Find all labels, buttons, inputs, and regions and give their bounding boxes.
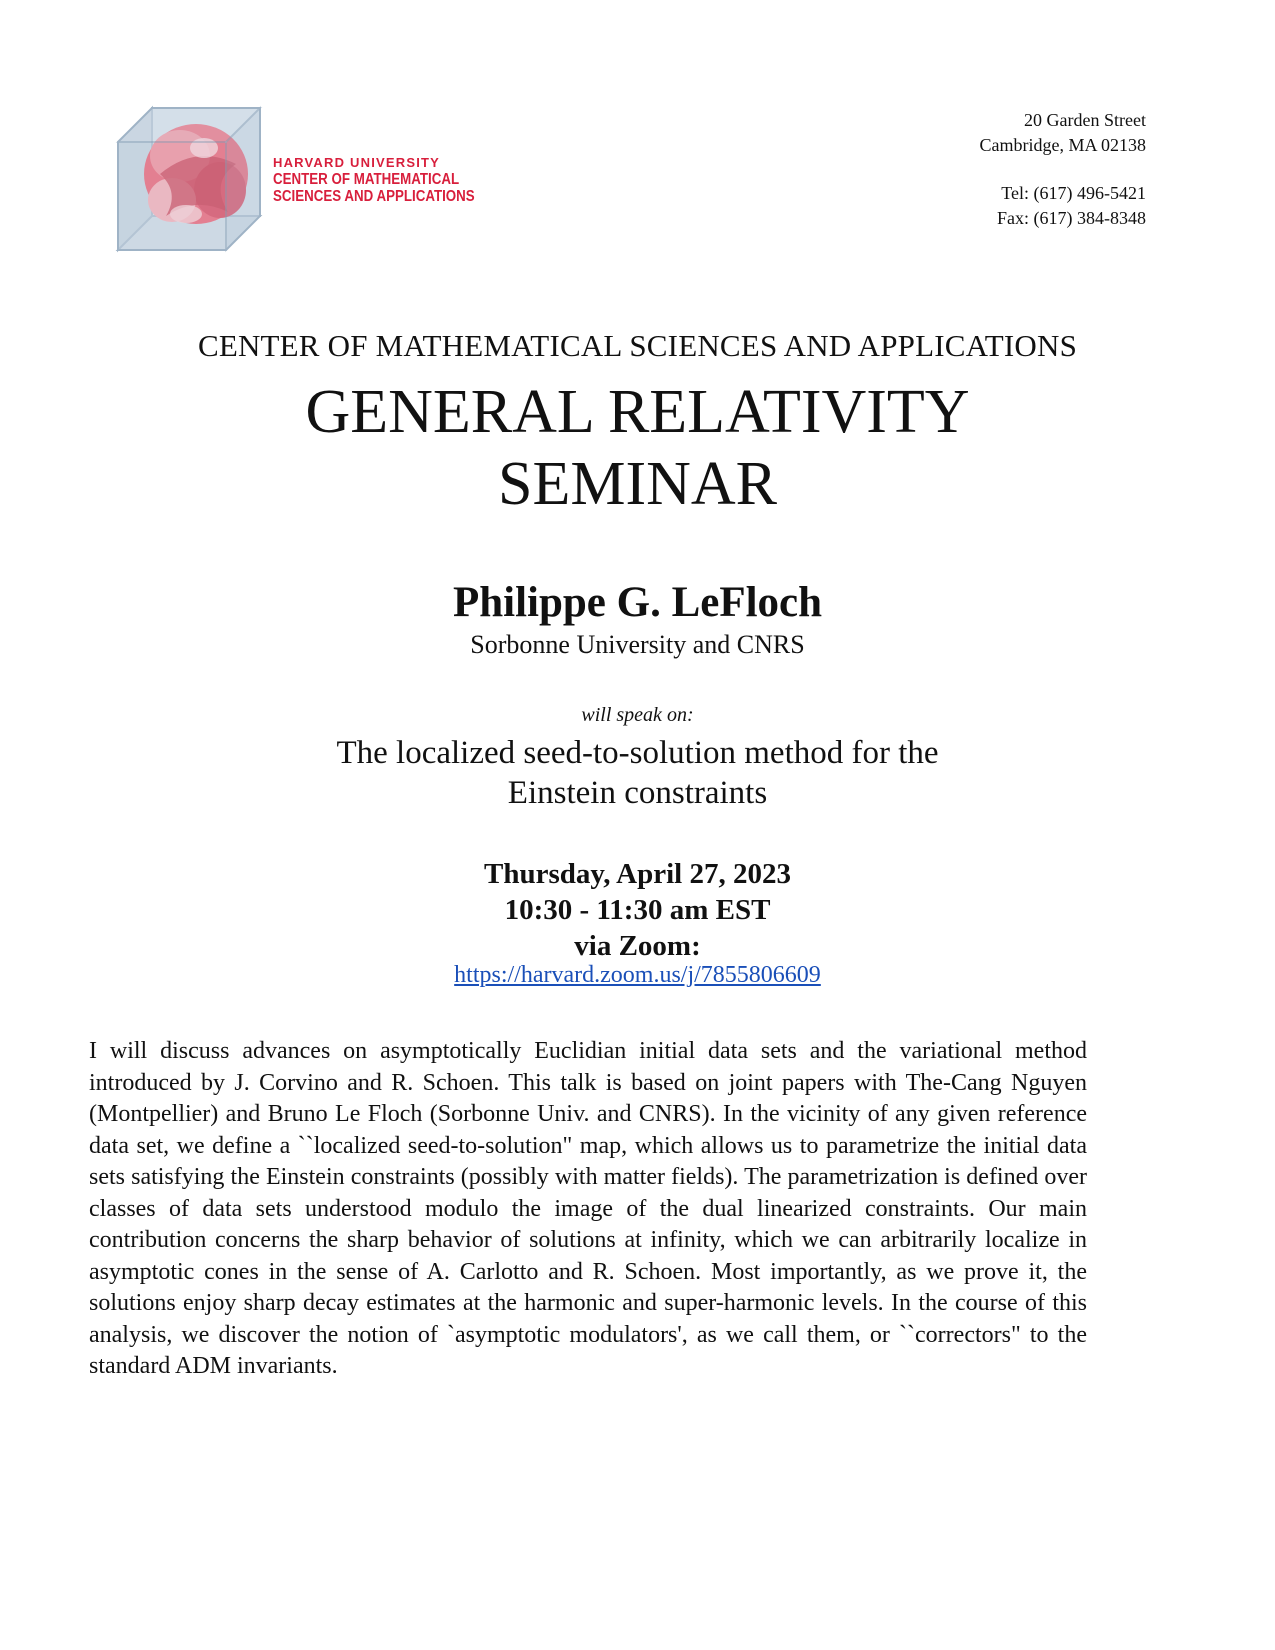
address-city: Cambridge, MA 02138 [979,134,1146,155]
speaker-affiliation: Sorbonne University and CNRS [470,630,805,659]
speaker-name: Philippe G. LeFloch [452,579,823,626]
will-speak-label: will speak on: [581,704,694,726]
seminar-title [0,376,1275,520]
seminar-title-line1: GENERAL RELATIVITY [305,378,970,446]
seminar-title-line2: SEMINAR [497,450,778,518]
address-fax: Fax: (617) 384-8348 [997,207,1146,228]
event-schedule [0,856,1275,964]
zoom-link[interactable]: https://harvard.zoom.us/j/7855806609 [454,962,821,988]
logo-university: HARVARD UNIVERSITY [273,155,441,170]
zoom-link-container [0,962,1275,989]
cmsa-logo [110,104,475,260]
talk-title [0,733,1275,813]
logo-center-line2: SCIENCES AND APPLICATIONS [273,188,475,205]
event-time: 10:30 - 11:30 am EST [504,894,771,926]
talk-title-line2: Einstein constraints [507,775,768,811]
logo-center-line1: CENTER OF MATHEMATICAL [273,171,460,188]
abstract-text: I will discuss advances on asymptotically Euclidian initial data sets and the variational method introduced by J. Corvino and R. Schoen. This talk is based on joint papers with The-Cang Nguyen (Montpellier) and Bruno Le Floch (Sorbonne Univ. and CNRS). In the vicinity of any given reference data set, we define a ``localized seed-to-solution" map, which allows us to parametrize the initial data sets satisfying the Einstein constraints (possibly with matter fields). The parametrization is defined over classes of data sets understood modulo the image of the dual linearized constraints. Our main contribution concerns the sharp behavior of solutions at infinity, which we can arbitrarily localize in asymptotic cones in the sense of A. Carlotto and R. Schoen. Most importantly, as we prove it, the solutions enjoy sharp decay estimates at the harmonic and super-harmonic levels. In the course of this analysis, we discover the notion of `asymptotic modulators', as we call them, or ``correctors" to the standard ADM invariants. [89,1038,1087,1379]
event-venue: via Zoom: [574,930,701,962]
talk-title-line1: The localized seed-to-solution method for the [336,735,939,771]
org-title: CENTER OF MATHEMATICAL SCIENCES AND APPLICATIONS [197,328,1078,363]
event-date: Thursday, April 27, 2023 [484,858,791,890]
address-street: 20 Garden Street [1024,110,1146,130]
address-tel: Tel: (617) 496-5421 [1001,183,1146,203]
logo-wordmark [273,154,508,205]
cube-icon [110,104,270,260]
address-block [980,108,1147,230]
